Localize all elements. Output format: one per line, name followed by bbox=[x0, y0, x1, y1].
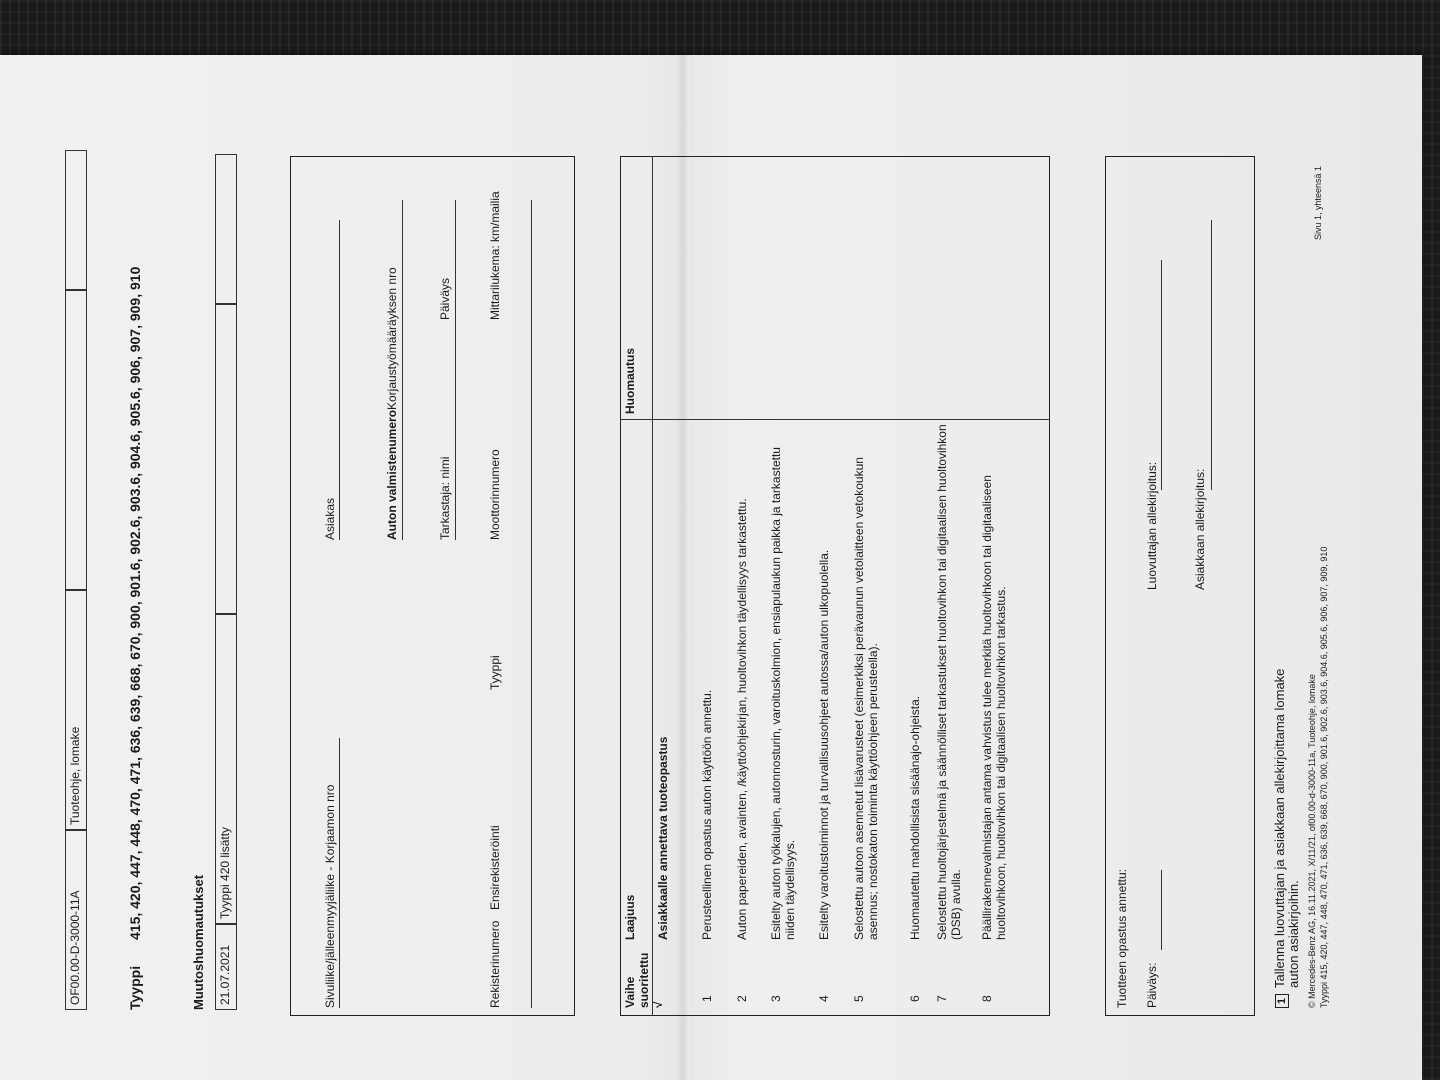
note-number-box bbox=[1275, 994, 1289, 1008]
change-empty-cell-2 bbox=[215, 154, 237, 304]
date-label: Päiväys: bbox=[1145, 962, 1159, 1008]
date-line bbox=[1161, 870, 1162, 950]
step-text: Selostettu autoon asennetut lisävarusteet (esimerkiksi perävaunun vetolaitteen vetokoukun asennus; nostokaton toiminta käyttöohjeen perusteella). bbox=[852, 457, 880, 940]
vin-field: Auton valmistenumero bbox=[385, 409, 399, 540]
page-info: Sivu 1, yhteensä 1 bbox=[1313, 165, 1323, 240]
customer-sign-line bbox=[1211, 220, 1212, 490]
note-text: Tallenna luovuttajan ja asiakkaan allekirjoittama lomake auton asiakirjoihin. bbox=[1272, 668, 1301, 988]
step-text: Perusteellinen opastus auton käyttöön annettu. bbox=[700, 689, 714, 940]
inspector-line bbox=[455, 200, 456, 540]
typpi-value: 415, 420, 447, 448, 470, 471, 636, 639, 668, 670, 900, 901.6, 902.6, 903.6, 904.6, 905.6, 906, 907, 909, 910 bbox=[127, 266, 143, 940]
customer-field: Asiakas bbox=[323, 497, 337, 540]
step-text: Auton papereiden, avainten, /käyttöohjekirjan, huoltovihkon täydellisyys tarkastettu. bbox=[735, 498, 749, 940]
section-title: Asiakkaalle annettava tuoteopastus bbox=[656, 736, 670, 940]
copyright-line-1: © Mercedes-Benz AG, 16.11.2021, X/11/21, of00.00-d-3000-11a, Tuoteohje, lomake bbox=[1307, 674, 1317, 1008]
customer-line bbox=[339, 220, 340, 540]
copyright-line-2: Tyyppi 415, 420, 447, 448, 470, 471, 636, 639, 668, 670, 900, 901.6, 902.6, 903.6, 904.6, 905.6, 906, 907, 909, 910 bbox=[1319, 546, 1329, 1008]
mileage-field: Mittarilukema: km/mailia bbox=[488, 191, 502, 320]
step-number: 7 bbox=[935, 995, 949, 1002]
step-number: 6 bbox=[908, 995, 922, 1002]
step-number: 4 bbox=[817, 995, 831, 1002]
deliverer-line bbox=[1161, 260, 1162, 490]
vin-line bbox=[402, 200, 403, 540]
customer-sign-label: Asiakkaan allekirjoitus: bbox=[1193, 468, 1207, 590]
first-reg-field: Ensirekisteröinti bbox=[488, 825, 502, 910]
dealer-line bbox=[339, 738, 340, 1008]
header-divider bbox=[652, 156, 653, 1016]
change-date-cell bbox=[215, 924, 237, 1010]
phase-header bbox=[623, 948, 665, 1008]
given-label: Tuotteen opastus annettu: bbox=[1115, 869, 1129, 1008]
phase-header-text: Vaihe suoritettu √ bbox=[623, 952, 665, 1008]
date-field: Päiväys bbox=[438, 277, 452, 320]
doc-empty-cell bbox=[65, 290, 87, 590]
step-text: Esitelty varoitustoiminnot ja turvallisuusohjeet autossa/auton ulkopuolella. bbox=[817, 549, 831, 940]
step-number: 3 bbox=[769, 995, 783, 1002]
doc-code: OF00.00-D-3000-11A bbox=[68, 890, 82, 1005]
change-text: Tyyppi 420 lisätty bbox=[218, 826, 232, 919]
step-text: Selostettu huoltojärjestelmä ja säännölliset tarkastukset huoltovihkon tai digitaalisen huoltovihkon (DSB) avulla. bbox=[935, 424, 963, 940]
step-number: 1 bbox=[700, 995, 714, 1002]
engine-no-field: Moottorinnumero bbox=[488, 449, 502, 540]
step-number: 8 bbox=[980, 995, 994, 1002]
change-date: 21.07.2021 bbox=[218, 944, 232, 1005]
step-text: Päällirakennevalmistajan antama vahvistus tulee merkitä huoltovihkoon tai digitaaliseen huoltovihkoon, huoltovihkon tai digitaalisen huoltovihkon tarkastus. bbox=[980, 475, 1008, 940]
doc-empty-cell-2 bbox=[65, 150, 87, 290]
change-text-cell bbox=[215, 614, 237, 924]
doc-code-cell bbox=[65, 830, 87, 1010]
deliverer-label: Luovuttajan allekirjoitus: bbox=[1145, 461, 1159, 590]
step-number: 5 bbox=[852, 995, 866, 1002]
inspector-field: Tarkastaja: nimi bbox=[438, 456, 452, 540]
doc-type-cell bbox=[65, 590, 87, 830]
changes-title: Muutoshuomautukset bbox=[191, 874, 206, 1010]
type-field: Tyyppi bbox=[488, 655, 502, 690]
rotated-document bbox=[55, 130, 1329, 1010]
reg-no-field: Rekisterinumero bbox=[488, 920, 502, 1008]
note-number: 1 bbox=[1276, 997, 1288, 1005]
dealer-field: Sivuliike/jälleenmyyjäliike - Korjaamon nro bbox=[323, 784, 337, 1008]
change-empty-cell bbox=[215, 304, 237, 614]
order-field: Korjaustyömääräyksen nro bbox=[385, 267, 399, 410]
typpi-label: Tyyppi bbox=[127, 965, 143, 1010]
bottom-info-line bbox=[531, 200, 532, 1008]
scope-header: Laajuus bbox=[623, 894, 637, 940]
step-text: Huomautettu mahdollisista sisäänajo-ohjeista. bbox=[908, 695, 922, 940]
step-number: 2 bbox=[735, 995, 749, 1002]
remark-header: Huomautus bbox=[623, 348, 637, 414]
doc-type: Tuoteohje, lomake bbox=[68, 726, 82, 825]
step-text: Esitelty auton työkalujen, autonnosturin, varoituskolmion, ensiapulaukun paikka ja tarkastettu niiden täydellisyys. bbox=[769, 447, 797, 940]
